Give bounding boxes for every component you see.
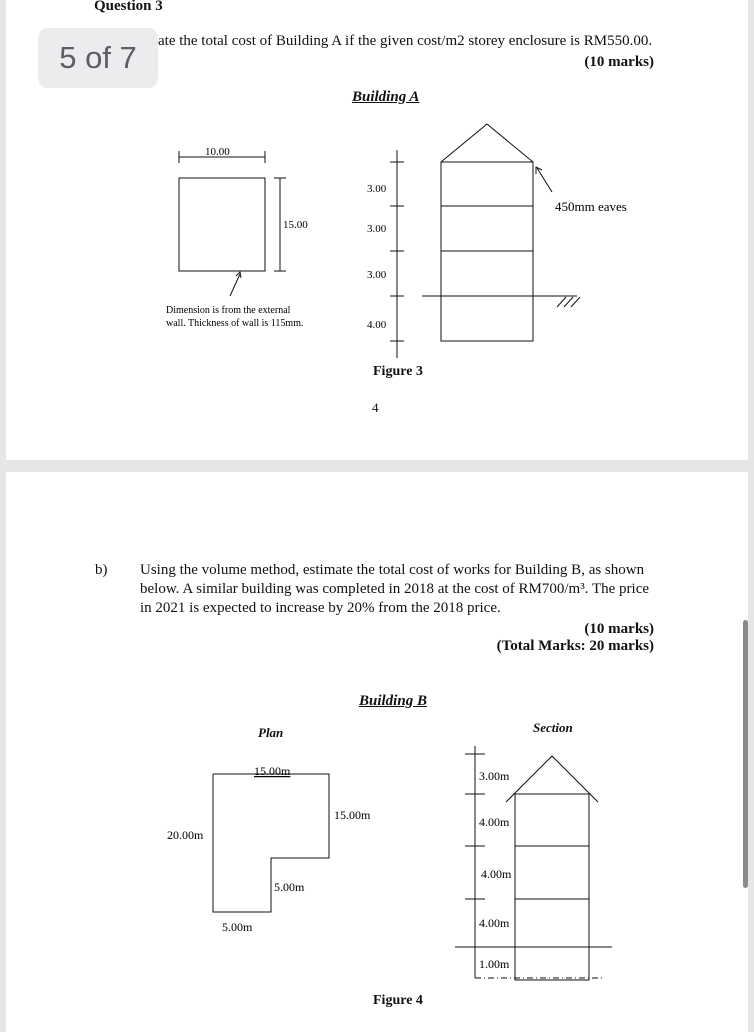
question-heading: Question 3 [94, 0, 163, 14]
building-b-title: Building B [359, 693, 427, 709]
plan-width-label: 10.00 [205, 146, 230, 158]
marks-label: (10 marks) [584, 621, 654, 637]
plan-dim-right: 15.00m [334, 808, 371, 822]
section-height-4: 4.00m [479, 916, 510, 930]
section-height-5: 1.00m [479, 957, 510, 971]
eaves-label: 450mm eaves [555, 199, 627, 214]
part-label: b) [95, 562, 108, 578]
page-number: 4 [372, 400, 379, 415]
plan-length-label: 15.00 [283, 219, 308, 231]
question-line-1: Using the volume method, estimate the total cost of works for Building B, as shown [140, 562, 645, 578]
figure-3-caption: Figure 3 [373, 364, 423, 379]
plan-dim-left: 20.00m [167, 828, 204, 842]
figure-4-caption: Figure 4 [373, 993, 423, 1008]
question-line-3: in 2021 is expected to increase by 20% from the 2018 price. [140, 600, 501, 616]
plan-dim-bottom: 5.00m [222, 920, 253, 934]
plan-dim-inner: 5.00m [274, 880, 305, 894]
section-title: Section [533, 720, 573, 735]
section-height-3: 3.00 [367, 269, 387, 281]
total-marks-label: (Total Marks: 20 marks) [496, 638, 654, 654]
building-a-title: Building A [352, 89, 420, 105]
plan-note-line2: wall. Thickness of wall is 115mm. [166, 318, 304, 329]
section-height-2: 3.00 [367, 223, 387, 235]
marks-label: (10 marks) [584, 54, 654, 70]
section-height-4: 4.00 [367, 319, 387, 331]
section-height-1: 3.00m [479, 769, 510, 783]
question-line-2: below. A similar building was completed in 2018 at the cost of RM700/m³. The price [140, 581, 650, 597]
plan-title: Plan [258, 725, 284, 740]
scrollbar-thumb[interactable] [743, 620, 748, 888]
page-indicator-badge: 5 of 7 [38, 28, 158, 88]
section-height-2: 4.00m [479, 815, 510, 829]
plan-dim-top: 15.00m [254, 764, 291, 778]
plan-note-line1: Dimension is from the external [166, 305, 291, 316]
section-height-1: 3.00 [367, 183, 387, 195]
section-height-3: 4.00m [481, 867, 512, 881]
question-text: ate the total cost of Building A if the given cost/m2 storey enclosure is RM550.00. [158, 33, 653, 49]
document-page-5 [6, 472, 748, 1032]
